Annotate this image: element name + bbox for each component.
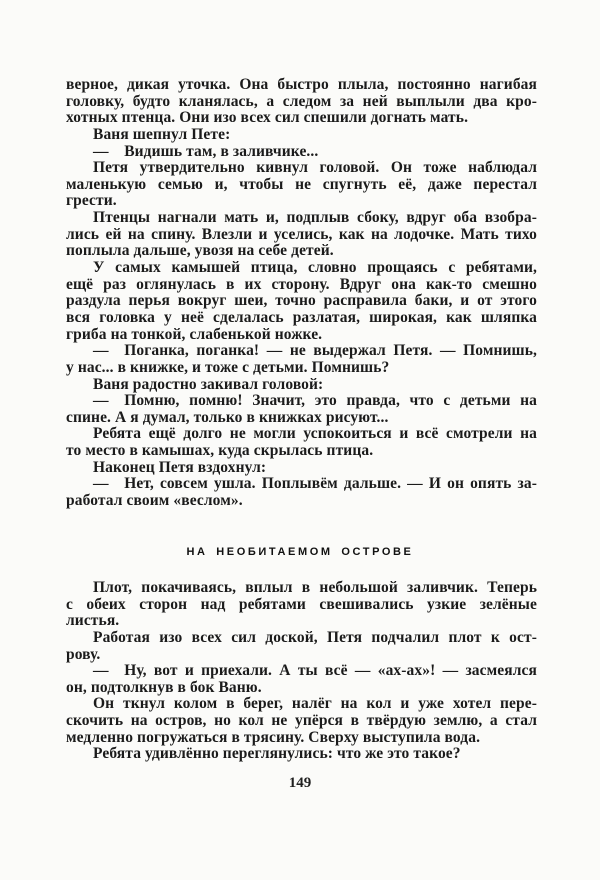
text-line: хотных птенца. Они изо всех сил спешили догнать мать. (66, 109, 469, 127)
text-line: медленно погружаться в трясину. Сверху выступила вода. (66, 728, 481, 746)
text-line: — Видишь там, в заливчике... (93, 142, 319, 160)
text-line: — Ну, вот и приехали. А ты всё — «ах-ах»! — засмеялся (93, 662, 537, 680)
text-line: листья. (66, 612, 120, 630)
text-line: ещё раз оглянулась в их сторону. Вдруг она как-то смешно (66, 275, 537, 293)
text-line: Птенцы нагнали мать и, подплыв сбоку, вдруг оба взобра- (93, 209, 537, 227)
text-line: работал своим «веслом». (66, 492, 243, 510)
text-line: рову. (66, 645, 101, 663)
text-line: Ваня шепнул Пете: (93, 125, 231, 143)
page-text-bottom (66, 580, 537, 763)
text-line: верное, дикая уточка. Она быстро плыла, постоянно нагибая (66, 76, 537, 93)
text-line: гриба на тонкой, слабенькой ножке. (66, 325, 323, 343)
text-line: головку, будто кланялась, а следом за ней выплыли два кро- (66, 92, 537, 110)
text-line: Ребята удивлённо переглянулись: что же это такое? (93, 745, 461, 763)
page-text-top (66, 77, 537, 510)
text-line: маленькую семью и, чтобы не спугнуть её, даже перестал (66, 175, 537, 193)
text-line: спине. А я думал, только в книжках рисуют... (66, 408, 389, 426)
text-line: лись ей на спину. Влезли и уселись, как на лодочке. Мать тихо (66, 225, 537, 243)
text-line: у нас... в книжке, и тоже с детьми. Помнишь? (66, 358, 390, 376)
text-line: раздула перья вокруг шеи, точно расправила баки, и от этого (66, 292, 537, 310)
section-heading: НА НЕОБИТАЕМОМ ОСТРОВЕ (186, 546, 414, 558)
text-line: с обеих сторон над ребятами свешивались узкие зелёные (66, 595, 537, 613)
text-line: Ребята ещё долго не могли успокоиться и всё смотрели на (93, 425, 537, 443)
text-line: Плот, покачиваясь, вплыл в небольшой заливчик. Теперь (93, 579, 537, 596)
text-line: то место в камышах, куда скрылась птица. (66, 442, 374, 460)
text-line: Он ткнул колом в берег, налёг на кол и уже хотел пере- (93, 695, 537, 713)
text-line: он, подтолкнув в бок Ваню. (66, 678, 262, 696)
text-line: Петя утвердительно кивнул головой. Он тоже наблюдал (93, 159, 537, 177)
page-number: 149 (288, 775, 312, 791)
text-line: — Нет, совсем ушла. Поплывём дальше. — И он опять за- (93, 475, 537, 493)
text-line: скочить на остров, но кол не упёрся в твёрдую землю, а стал (66, 712, 537, 730)
text-line: Ваня радостно закивал головой: (93, 375, 324, 393)
text-line: У самых камышей птица, словно прощаясь с ребятами, (93, 259, 537, 277)
text-line: — Поганка, поганка! — не выдержал Петя. — Помнишь, (93, 342, 537, 360)
text-line: грести. (66, 192, 117, 210)
text-line: — Помню, помню! Значит, это правда, что с детьми на (93, 392, 537, 410)
text-line: Наконец Петя вздохнул: (93, 458, 267, 476)
text-line: Работая изо всех сил доской, Петя подчалил плот к ост- (93, 628, 537, 646)
text-line: поплыла дальше, увозя на себе детей. (66, 242, 334, 260)
text-line: вся головка у неё сделалась разлатая, широкая, как шляпка (66, 308, 537, 326)
